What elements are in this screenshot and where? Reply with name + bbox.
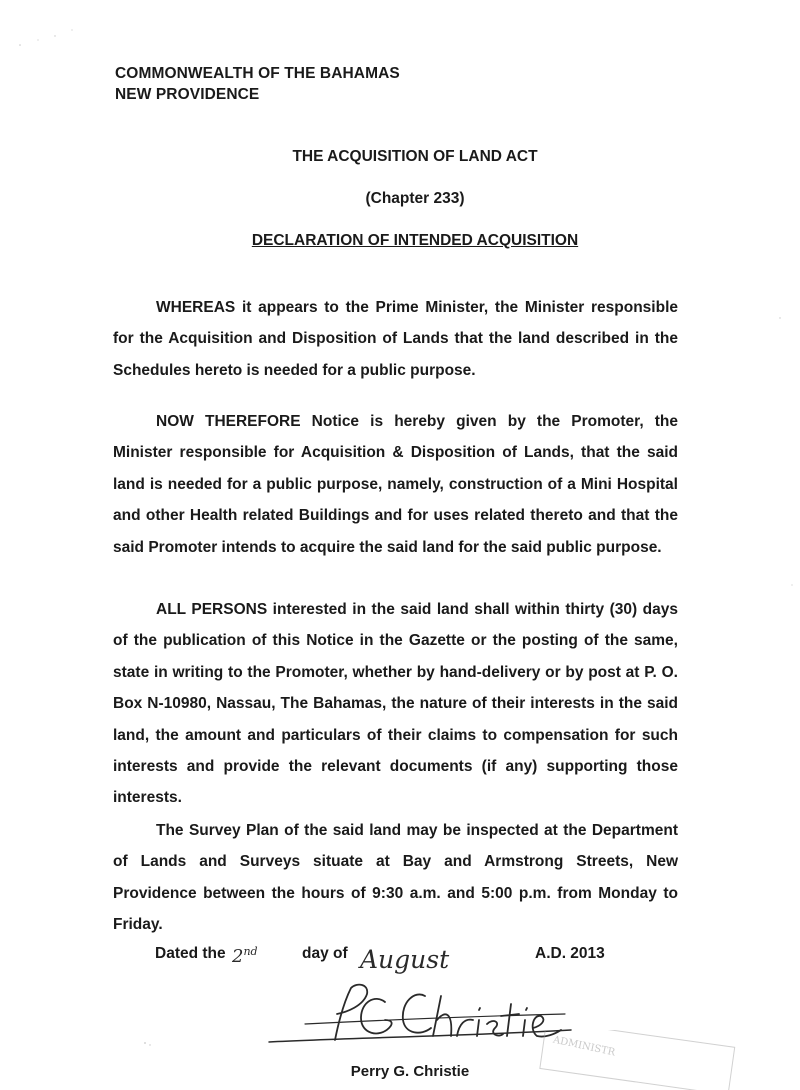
- island-line: NEW PROVIDENCE: [115, 86, 260, 103]
- handwritten-month: August: [360, 945, 450, 974]
- now-therefore-body: Notice is hereby given by the Promoter, the Minister responsible for Acquisition & Disposition of Lands, that the said land is needed for a public purpose, namely, construction of a Mini Hospital and other Health related Buildings and for uses related thereto and that the said Promoter intends to acquire the said land for the said public purpose.: [113, 413, 678, 556]
- signer-name: Perry G. Christie: [350, 1063, 470, 1080]
- svg-text:ADMINISTR: ADMINISTR: [551, 1034, 617, 1059]
- declaration-title: DECLARATION OF INTENDED ACQUISITION: [251, 232, 579, 249]
- all-persons-paragraph: [113, 594, 678, 814]
- survey-plan-paragraph: The Survey Plan of the said land may be inspected at the Department of Lands and Surveys situate at Bay and Armstrong Streets, New Providence between the hours of 9:30 a.m. and 5:00 p.m. from Monday to Friday.: [113, 822, 678, 934]
- signature-image: [265, 980, 585, 1055]
- dated-label: Dated the: [155, 945, 226, 962]
- all-persons-lead: ALL PERSONS: [156, 601, 268, 618]
- jurisdiction-header: [115, 63, 400, 105]
- whereas-lead: WHEREAS: [156, 299, 236, 316]
- official-stamp-watermark: [538, 1030, 738, 1090]
- year-label: A.D. 2013: [535, 945, 605, 962]
- dated-line: [0, 935, 800, 975]
- whereas-body: it appears to the Prime Minister, the Minister responsible for the Acquisition and Disposition of Lands that the land described in the Schedules hereto is needed for a public purpose.: [113, 299, 678, 379]
- commonwealth-line: COMMONWEALTH OF THE BAHAMAS: [115, 65, 400, 82]
- now-therefore-lead: NOW THEREFORE: [156, 413, 301, 430]
- whereas-paragraph: [113, 292, 678, 386]
- handwritten-day: 2nd: [232, 945, 258, 967]
- act-title: THE ACQUISITION OF LAND ACT: [292, 148, 538, 165]
- chapter-reference: (Chapter 233): [365, 190, 465, 207]
- day-of-label: day of: [302, 945, 348, 962]
- all-persons-body: interested in the said land shall within thirty (30) days of the publication of this Notice in the Gazette or the posting of the same, state in writing to the Promoter, whether by hand-delivery or by post at P. O. Box N-10980, Nassau, The Bahamas, the nature of their interests in the said land, the amount and particulars of their claims to compensation for such interests and provide the relevant documents (if any) supporting those interests.: [113, 601, 679, 807]
- now-therefore-paragraph: [113, 406, 678, 563]
